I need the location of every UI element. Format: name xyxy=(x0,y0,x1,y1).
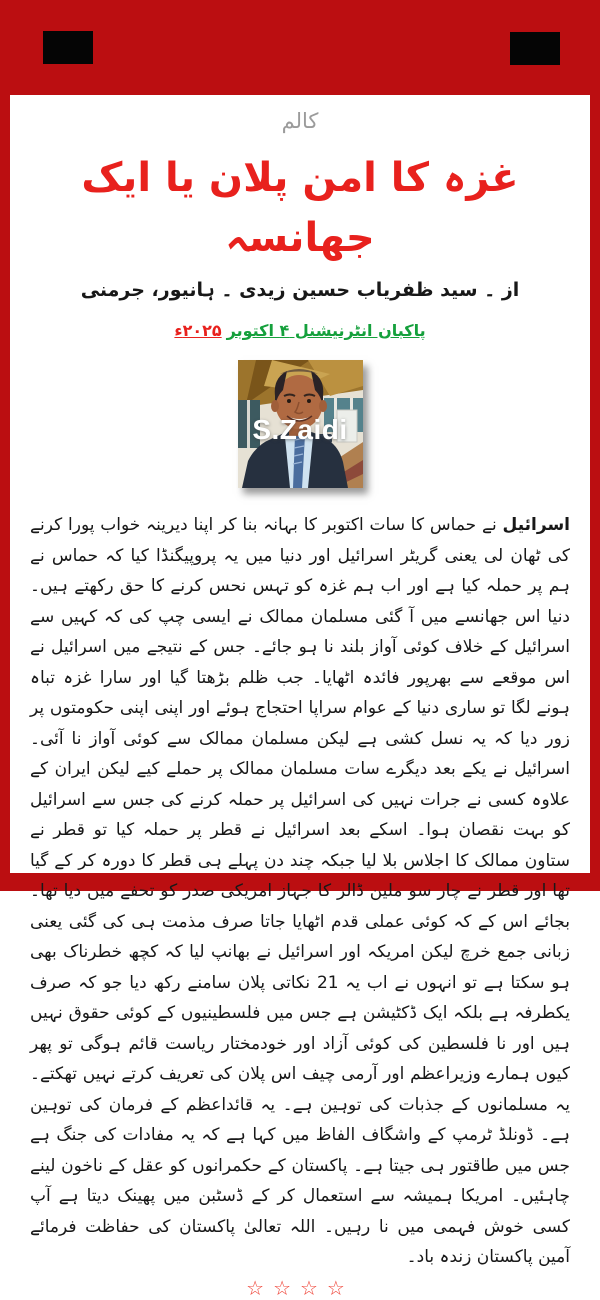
star-divider: ☆☆☆☆ xyxy=(246,1275,354,1300)
author-photo xyxy=(238,360,363,488)
article-body xyxy=(30,510,570,1273)
article-lead-word: اسرائیل xyxy=(502,515,570,535)
article-title: غزہ کا امن پلان یا ایک جھانسہ xyxy=(81,155,519,261)
dateline-year: ۲۰۲۵ء xyxy=(174,321,222,340)
photo-name-overlay: S.Zaidi xyxy=(252,413,348,445)
byline: از ۔ سید ظفریاب حسین زیدی ۔ ہانیور، جرمنی xyxy=(80,279,520,301)
section-kicker: کالم xyxy=(281,109,319,133)
content-panel xyxy=(10,95,590,1300)
masked-logo-right xyxy=(510,32,560,65)
dateline xyxy=(10,318,590,344)
publication-and-date: پاکبان انٹرنیشنل ۴ اکتوبر xyxy=(226,321,426,340)
masked-logo-left xyxy=(43,31,93,64)
article-body-text: نے حماس کا سات اکتوبر کا بہانہ بنا کر اپنا دیرینہ خواب پورا کرنے کی ٹھان لی یعنی گریٹر اسرائیل اور دنیا میں یہ پروپیگنڈا کیا کہ حماس نے ہم پر حملہ کیا ہے اور اب ہم غزہ کو تہس نحس کرنے کا حق رکھتے ہیں۔ دنیا اس جھانسے میں آ گئی مسلمان ممالک نے ایسی چپ کی کہ کہیں سے اسرائیل کے خلاف کوئی آواز بلند نا ہو جائے۔ جس کے نتیجے میں اسرائیل نے اس موقعے سے بھرپور فائدہ اٹھایا۔ جب ظلم بڑھتا گیا اور سارا غزہ تباہ ہونے لگا تو ساری دنیا کے عوام سراپا احتجاج ہوئے اور اپنی اپنی حکومتوں پر زور دیا کہ یہ نسل کشی ہے لیکن مسلمان ممالک سے کوئی آواز نا آئی۔ اسرائیل نے یکے بعد دیگرے سات مسلمان ممالک پر حملے کیے لیکن ایران کے علاوہ کسی نے جرات نہیں کی اسرائیل پر حملہ کرنے کی جس سے اسرائیل کو بہت نقصان ہوا۔ اسکے بعد اسرائیل نے قطر پر حملہ کیا تو قطر نے ستاون ممالک کا اجلاس بلا لیا جبکہ چند دن پہلے ہی قطر کا دورہ کر کے گیا تھا اور قطر نے چار سو ملین ڈالر کا جہاز امریکی صدر کو تحفے میں دیا تھا۔ بجائے اس کے کہ کوئی عملی قدم اٹھایا جاتا صرف مذمت ہی کی گئی یعنی زبانی جمع خرچ لیکن امریکہ اور اسرائیل نے بھانپ لیا کہ کچھ خطرناک بھی ہو سکتا ہے تو انہوں نے اب یہ 21 نکاتی پلان سامنے رکھ دیا جو کہ صرف یکطرفہ ہے بلکہ ایک ڈکٹیشن ہے جس میں فلسطینیوں کے کوئی حقوق نہیں ہیں اور نا فلسطین کی کوئی آزاد اور خودمختار ریاست قائم ہوگی تو پھر کیوں ہمارے وزیراعظم اور آرمی چیف اس پلان کی تعریف کرتے نہیں تھکتے۔ یہ مسلمانوں کے جذبات کی توہین ہے۔ یہ قائداعظم کے فرمان کی توہین ہے۔ ڈونلڈ ٹرمپ کے واشگاف الفاظ میں کہا ہے کہ یہ مفادات کی جنگ ہے جس میں طاقتور ہی جیتا ہے۔ پاکستان کے حکمرانوں کو عقل کے ناخون لینے چاہئیں۔ امریکا ہمیشہ سے استعمال کر کے ڈسٹبن میں پھینک دیتا ہے آپ کسی خوش فہمی میں نا رہیں۔ اللہ تعالیٰ پاکستان کی حفاظت فرمائے آمین پاکستان زندہ باد۔ xyxy=(30,515,570,1267)
